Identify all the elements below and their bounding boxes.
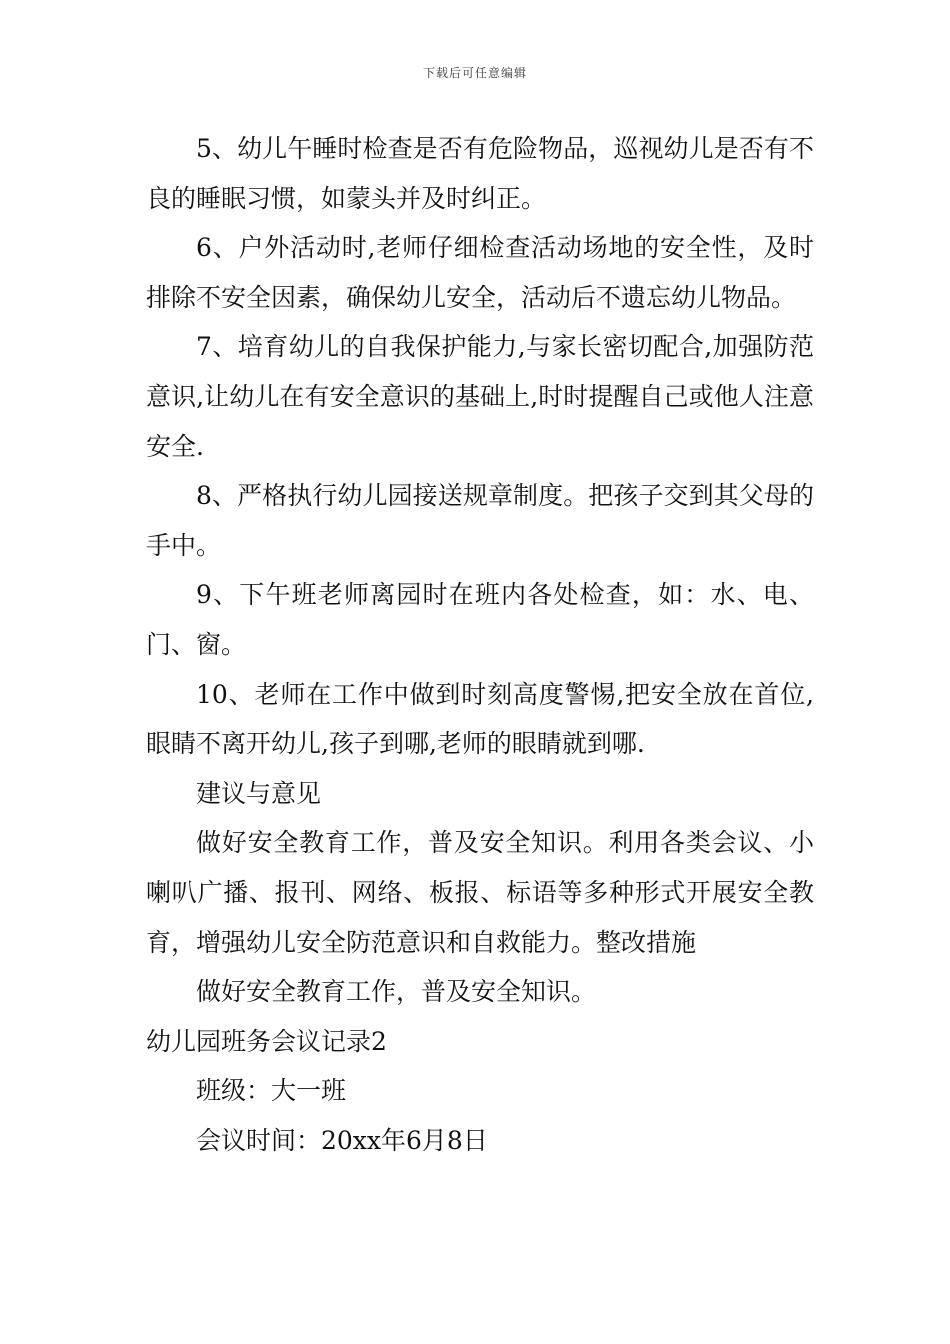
paragraph-measures: 做好安全教育工作，普及安全知识。 [196,977,597,1007]
paragraph-item-5: 5、幼儿午睡时检查是否有危险物品，巡视幼儿是否有不良的睡眠习惯，如蒙头并及时纠正。 [146,134,814,213]
paragraph-suggestions: 做好安全教育工作，普及安全知识。利用各类会议、小喇叭广播、报刊、网络、板报、标语等多种形式开展安全教育，增强幼儿安全防范意识和自救能力。整改措施 [146,828,814,957]
document-body [146,124,814,1165]
paragraph-item-6: 6、户外活动时,老师仔细检查活动场地的安全性，及时排除不安全因素，确保幼儿安全，活动后不遗忘幼儿物品。 [146,233,814,312]
paragraph-item-7: 7、培育幼儿的自我保护能力,与家长密切配合,加强防范意识,让幼儿在有安全意识的基础上,时时提醒自己或他人注意安全. [146,332,814,461]
paragraph-item-8: 8、严格执行幼儿园接送规章制度。把孩子交到其父母的手中。 [146,481,814,560]
section-heading-suggestions: 建议与意见 [196,778,322,808]
paragraph-item-9: 9、下午班老师离园时在班内各处检查，如：水、电、门、窗。 [146,580,814,659]
meeting-class-line: 班级：大一班 [196,1076,347,1106]
section-title-meeting-record-2: 幼儿园班务会议记录2 [146,1026,387,1056]
meeting-time-line: 会议时间：20xx年6月8日 [196,1125,488,1155]
page-header-note: 下载后可任意编辑 [422,66,527,80]
paragraph-item-10: 10、老师在工作中做到时刻高度警惕,把安全放在首位,眼睛不离开幼儿,孩子到哪,老师的眼睛就到哪. [146,679,814,759]
